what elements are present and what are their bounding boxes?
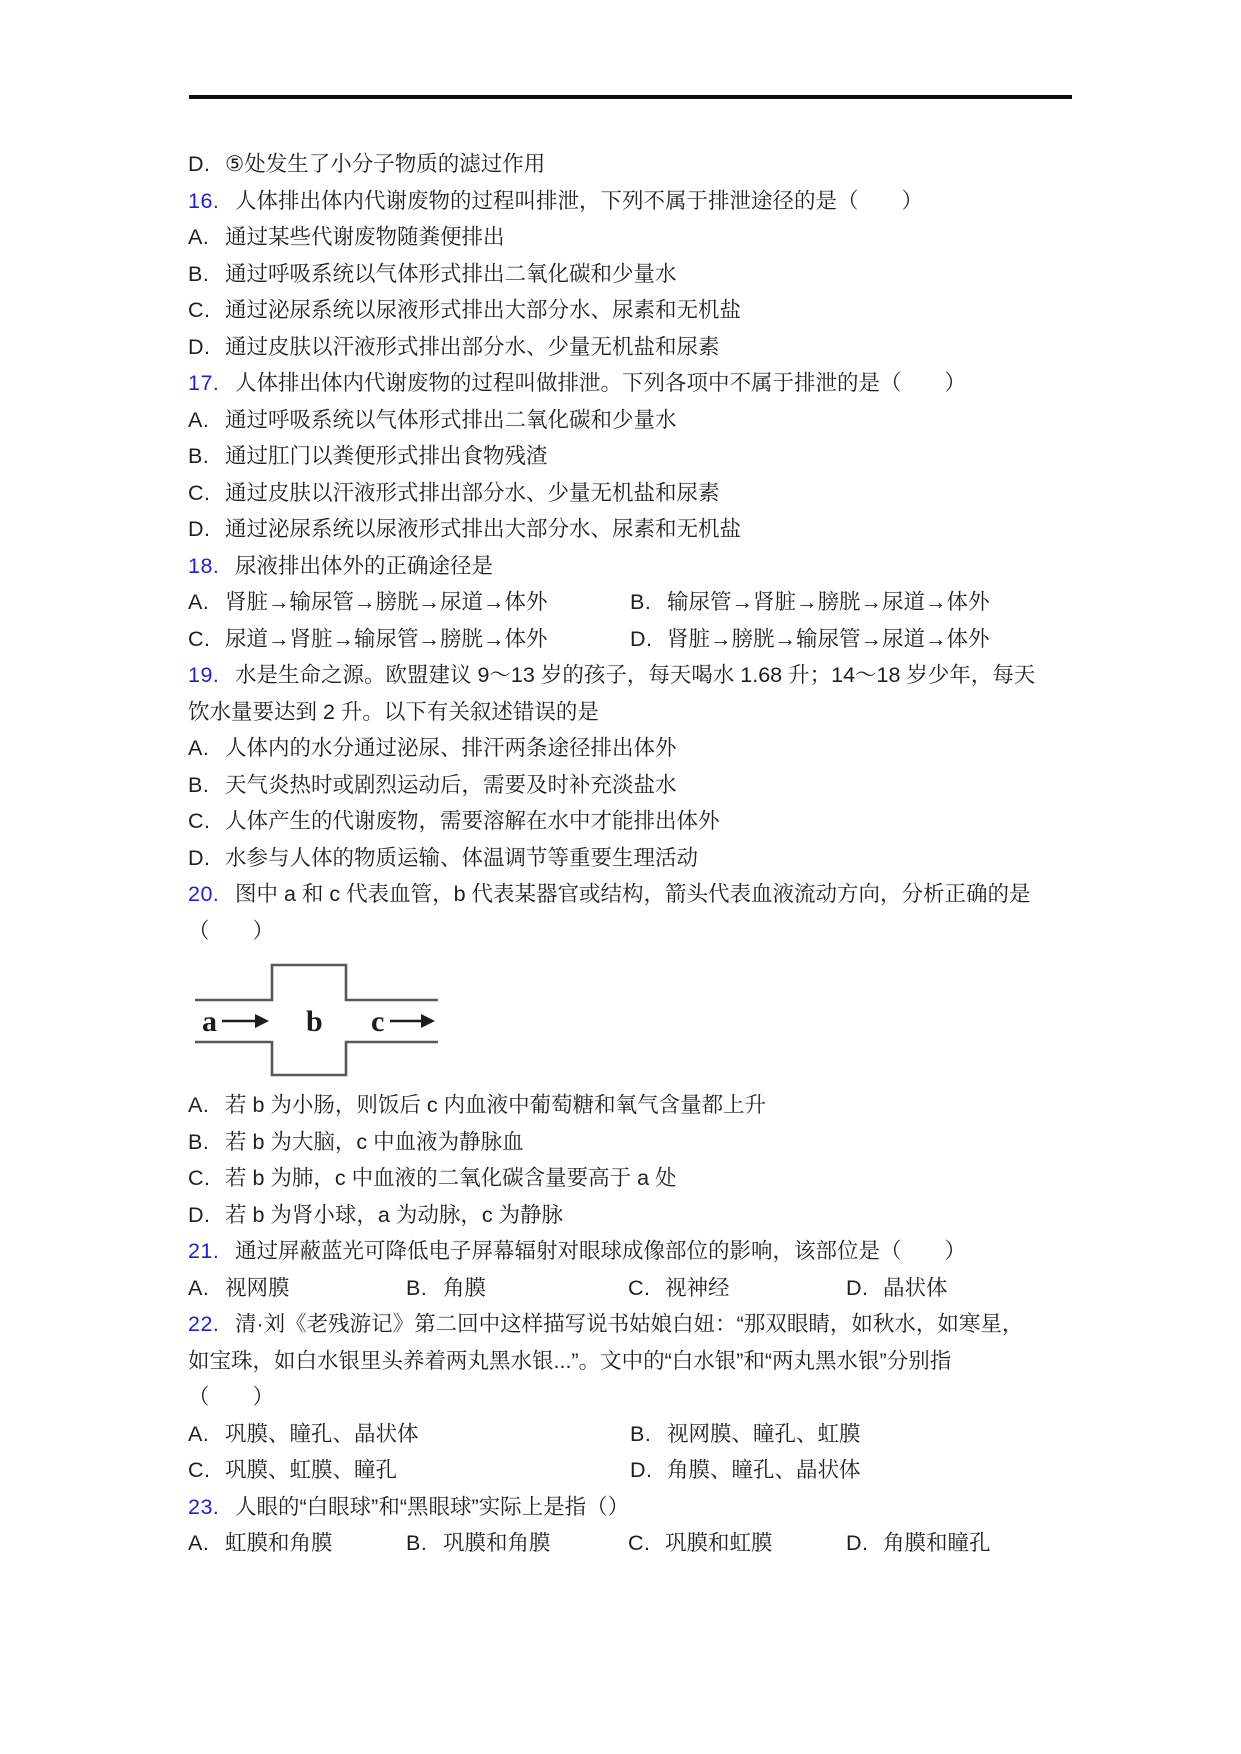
option-letter: C. <box>188 1458 211 1482</box>
option-letter: A. <box>188 1275 210 1300</box>
question-22 <box>188 1306 1108 1343</box>
option-text: 若 b 为肺，c 中血液的二氧化碳含量要高于 a 处 <box>225 1166 677 1190</box>
option-letter: A. <box>188 736 210 760</box>
option-text: 通过泌尿系统以尿液形式排出大部分水、尿素和无机盐 <box>225 517 742 541</box>
option-letter: D. <box>188 152 211 176</box>
option-d <box>630 1452 861 1489</box>
option-text: 巩膜、虹膜、瞳孔 <box>225 1458 398 1482</box>
flow-arrow-c-head <box>421 1014 435 1028</box>
option-letter: C. <box>628 1275 651 1300</box>
question-number: 17. <box>188 371 220 395</box>
option-letter: D. <box>188 1202 211 1227</box>
option-letter: D. <box>630 626 653 651</box>
options-row <box>188 1270 1108 1307</box>
option-text: 巩膜和角膜 <box>443 1531 551 1555</box>
option-b <box>630 584 990 621</box>
option-b <box>630 1416 861 1453</box>
option-letter: C. <box>628 1531 651 1555</box>
option-letter: D. <box>846 1275 869 1300</box>
options-row <box>188 1416 1108 1453</box>
option-letter: B. <box>188 772 210 797</box>
question-20 <box>188 876 1108 913</box>
option-letter: A. <box>188 1531 210 1555</box>
option-d <box>188 1197 1108 1234</box>
option-text: 巩膜和虹膜 <box>665 1531 773 1555</box>
question-23 <box>188 1489 1108 1526</box>
text-line: 饮水量要达到 2 升。以下有关叙述错误的是 <box>188 699 599 724</box>
option-text: 通过某些代谢废物随粪便排出 <box>225 225 505 249</box>
question-text: 尿液排出体外的正确途径是 <box>235 553 494 578</box>
option-letter: C. <box>188 1166 211 1190</box>
option-text: 通过泌尿系统以尿液形式排出大部分水、尿素和无机盐 <box>225 298 742 322</box>
option-letter: A. <box>188 590 210 614</box>
option-text: 尿道→肾脏→输尿管→膀胱→体外 <box>225 626 548 651</box>
question-number: 22. <box>188 1312 220 1336</box>
blood-vessel-figure <box>188 949 1108 1087</box>
option-letter: C. <box>188 298 211 322</box>
header-rule <box>189 95 1072 99</box>
text-line: （ ） <box>188 918 275 943</box>
option-letter: B. <box>188 1129 210 1154</box>
option-d <box>630 621 990 658</box>
option-d <box>846 1270 948 1307</box>
option-text: 角膜 <box>443 1275 487 1300</box>
option-a <box>188 730 1108 767</box>
option-a <box>188 1525 333 1562</box>
option-text: 虹膜和角膜 <box>225 1531 333 1555</box>
option-a <box>188 1087 1108 1124</box>
question-text: 水是生命之源。欧盟建议 9～13 岁的孩子，每天喝水 1.68 升；14～18 岁少年，每天 <box>235 663 1036 687</box>
option-text: 视网膜 <box>225 1275 290 1300</box>
option-text: 肾脏→膀胱→输尿管→尿道→体外 <box>667 626 990 651</box>
option-c <box>628 1270 730 1307</box>
option-a <box>188 402 1108 439</box>
question-number: 21. <box>188 1239 220 1263</box>
option-text: ⑤处发生了小分子物质的滤过作用 <box>225 152 546 176</box>
option-b <box>188 438 1108 475</box>
option-text: 角膜和瞳孔 <box>883 1531 991 1555</box>
option-c <box>188 803 1108 840</box>
option-letter: D. <box>188 334 211 359</box>
option-d <box>846 1525 991 1562</box>
option-a <box>188 219 1108 256</box>
options-row <box>188 584 1108 621</box>
option-letter: C. <box>188 809 211 833</box>
question-number: 18. <box>188 553 220 578</box>
option-letter: D. <box>188 517 211 541</box>
question-17 <box>188 365 1108 402</box>
option-text: 若 b 为大脑，c 中血液为静脉血 <box>225 1129 524 1154</box>
option-d <box>188 146 1108 183</box>
option-text: 天气炎热时或剧烈运动后，需要及时补充淡盐水 <box>225 772 677 797</box>
option-a <box>188 1270 290 1307</box>
option-letter: D. <box>188 845 211 870</box>
option-c <box>188 1160 1108 1197</box>
option-letter: A. <box>188 1421 210 1446</box>
option-b <box>406 1525 551 1562</box>
option-a <box>188 1416 419 1453</box>
question-21 <box>188 1233 1108 1270</box>
question-text: 人体排出体内代谢废物的过程叫排泄，下列不属于排泄途径的是（ ） <box>235 188 924 213</box>
text-line: （ ） <box>188 1385 275 1409</box>
option-text: 角膜、瞳孔、晶状体 <box>667 1458 861 1482</box>
question-16 <box>188 183 1108 220</box>
question-text: 清·刘《老残游记》第二回中这样描写说书姑娘白妞：“那双眼睛，如秋水，如寒星， <box>235 1312 1024 1336</box>
option-letter: C. <box>188 626 211 651</box>
options-row <box>188 1525 1108 1562</box>
option-text: 视网膜、瞳孔、虹膜 <box>667 1421 861 1446</box>
flow-arrow-a-head <box>255 1014 269 1028</box>
option-b <box>406 1270 486 1307</box>
option-c <box>628 1525 773 1562</box>
option-c <box>188 621 548 658</box>
question-number: 16. <box>188 188 220 213</box>
option-b <box>188 767 1108 804</box>
option-text: 若 b 为肾小球，a 为动脉，c 为静脉 <box>225 1202 564 1227</box>
option-letter: B. <box>188 444 210 468</box>
option-d <box>188 329 1108 366</box>
option-c <box>188 1452 397 1489</box>
option-letter: A. <box>188 1093 210 1117</box>
option-text: 输尿管→肾脏→膀胱→尿道→体外 <box>667 590 990 614</box>
option-text: 晶状体 <box>883 1275 948 1300</box>
question-19 <box>188 657 1108 694</box>
option-text: 通过呼吸系统以气体形式排出二氧化碳和少量水 <box>225 407 677 432</box>
option-text: 通过呼吸系统以气体形式排出二氧化碳和少量水 <box>225 261 677 286</box>
option-b <box>188 256 1108 293</box>
option-text: 通过皮肤以汗液形式排出部分水、少量无机盐和尿素 <box>225 334 720 359</box>
option-text: 通过皮肤以汗液形式排出部分水、少量无机盐和尿素 <box>225 480 720 505</box>
option-text: 巩膜、瞳孔、晶状体 <box>225 1421 419 1446</box>
option-c <box>188 475 1108 512</box>
option-d <box>188 840 1108 877</box>
option-letter: C. <box>188 480 211 505</box>
option-text: 人体内的水分通过泌尿、排汗两条途径排出体外 <box>225 736 677 760</box>
organ-b-label: b <box>306 1005 323 1038</box>
question-text: 人体排出体内代谢废物的过程叫做排泄。下列各项中不属于排泄的是（ ） <box>235 371 967 395</box>
question-text: 人眼的“白眼球”和“黑眼球”实际上是指（） <box>235 1494 630 1519</box>
option-text: 人体产生的代谢废物，需要溶解在水中才能排出体外 <box>225 809 720 833</box>
option-letter: D. <box>630 1458 653 1482</box>
option-letter: B. <box>630 590 652 614</box>
option-a <box>188 584 548 621</box>
option-letter: B. <box>406 1275 428 1300</box>
option-text: 水参与人体的物质运输、体温调节等重要生理活动 <box>225 845 699 870</box>
option-text: 肾脏→输尿管→膀胱→尿道→体外 <box>225 590 548 614</box>
option-b <box>188 1124 1108 1161</box>
option-letter: B. <box>630 1421 652 1446</box>
exam-content <box>188 146 1108 1562</box>
options-row <box>188 1452 1108 1489</box>
option-letter: B. <box>188 261 210 286</box>
option-letter: A. <box>188 225 210 249</box>
blood-vessel-diagram <box>194 963 439 1077</box>
option-d <box>188 511 1108 548</box>
text-line: 如宝珠，如白水银里头养着两丸黑水银...”。文中的“白水银”和“两丸黑水银”分别指 <box>188 1348 952 1373</box>
vessel-c-label: c <box>371 1005 385 1038</box>
option-letter: B. <box>406 1531 428 1555</box>
question-number: 20. <box>188 882 220 906</box>
option-letter: A. <box>188 407 210 432</box>
option-text: 视神经 <box>665 1275 730 1300</box>
option-text: 若 b 为小肠，则饭后 c 内血液中葡萄糖和氧气含量都上升 <box>225 1093 767 1117</box>
question-number: 19. <box>188 663 220 687</box>
option-letter: D. <box>846 1531 869 1555</box>
options-row <box>188 621 1108 658</box>
question-text: 通过屏蔽蓝光可降低电子屏幕辐射对眼球成像部位的影响，该部位是（ ） <box>235 1239 967 1263</box>
option-c <box>188 292 1108 329</box>
vessel-a-label: a <box>202 1005 217 1038</box>
question-number: 23. <box>188 1494 220 1519</box>
question-18 <box>188 548 1108 585</box>
question-text: 图中 a 和 c 代表血管，b 代表某器官或结构，箭头代表血液流动方向，分析正确的是 <box>235 882 1031 906</box>
option-text: 通过肛门以粪便形式排出食物残渣 <box>225 444 548 468</box>
